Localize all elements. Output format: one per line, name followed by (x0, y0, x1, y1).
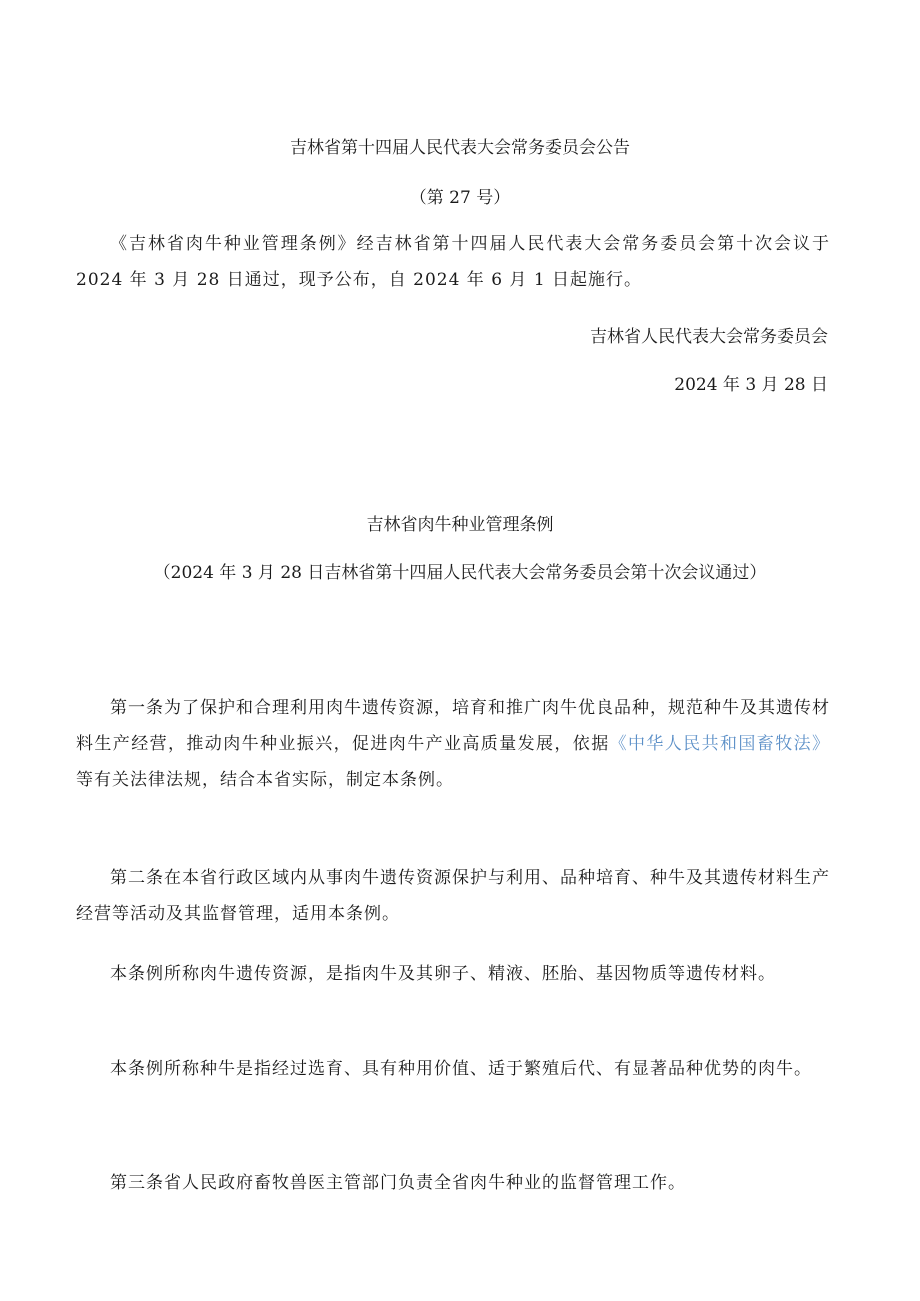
announcement-issuer: 吉林省人民代表大会常务委员会 (590, 327, 828, 347)
article-1-text-end: 等有关法律法规，结合本省实际，制定本条例。 (76, 770, 454, 790)
article-1 (76, 690, 830, 798)
article-2-paragraph-3: 本条例所称种牛是指经过选育、具有种用价值、适于繁殖后代、有显著品种优势的肉牛。 (110, 1059, 812, 1079)
announcement-body: 《吉林省肉牛种业管理条例》经吉林省第十四届人民代表大会常务委员会第十次会议于 2024 年 3 月 28 日通过，现予公布，自 2024 年 6 月 1 日起施行。 (76, 234, 830, 290)
announcement-number: （第 27 号） (409, 188, 511, 208)
regulation-subtitle: （2024 年 3 月 28 日吉林省第十四届人民代表大会常务委员会第十次会议通过） (153, 563, 767, 583)
article-1-text: 第一条为了保护和合理利用肉牛遗传资源，培育和推广肉牛优良品种，规范种牛及其遗传材料生产经营，推动肉牛种业振兴，促进肉牛产业高质量发展，依据 (76, 698, 830, 754)
law-reference-link[interactable]: 《中华人民共和国畜牧法》 (609, 734, 831, 754)
article-2-paragraph-2: 本条例所称肉牛遗传资源，是指肉牛及其卵子、精液、胚胎、基因物质等遗传材料。 (110, 964, 776, 984)
regulation-title: 吉林省肉牛种业管理条例 (366, 515, 554, 535)
article-2: 第二条在本省行政区域内从事肉牛遗传资源保护与利用、品种培育、种牛及其遗传材料生产经营等活动及其监督管理，适用本条例。 (76, 868, 830, 924)
article-3: 第三条省人民政府畜牧兽医主管部门负责全省肉牛种业的监督管理工作。 (110, 1173, 686, 1193)
announcement-title: 吉林省第十四届人民代表大会常务委员会公告 (290, 138, 630, 158)
announcement-date: 2024 年 3 月 28 日 (674, 375, 828, 395)
